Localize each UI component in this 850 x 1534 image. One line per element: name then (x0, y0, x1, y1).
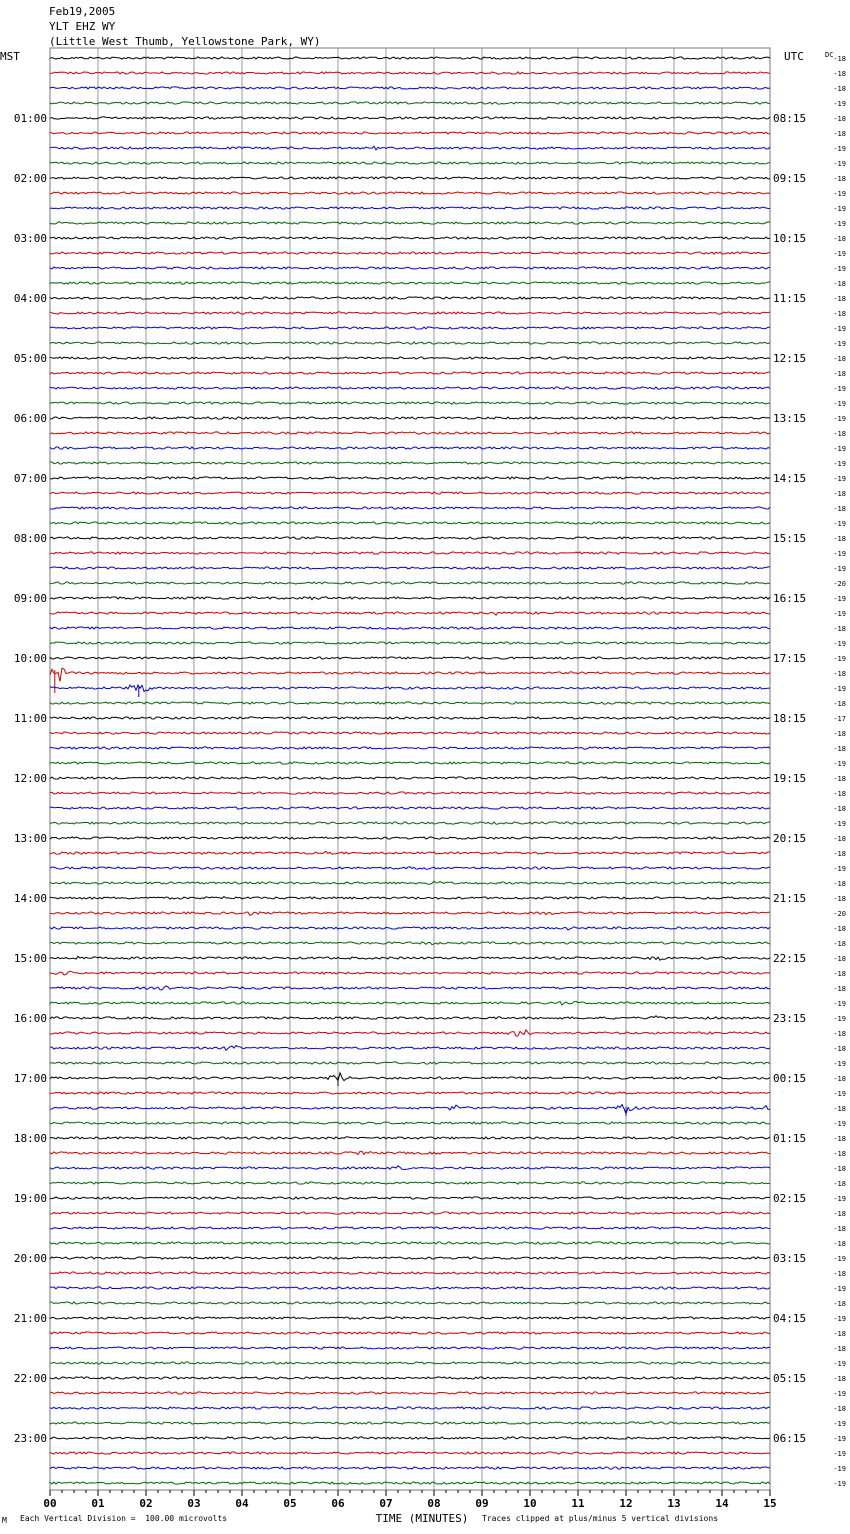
dc-offset-label: -18 (833, 985, 846, 993)
dc-offset-label: -18 (833, 1165, 846, 1173)
dc-offset-label: -18 (833, 1240, 846, 1248)
dc-offset-label: -19 (833, 1255, 846, 1263)
left-hour-label: 09:00 (13, 592, 47, 605)
dc-offset-label: -18 (833, 1150, 846, 1158)
dc-offset-label: -19 (833, 685, 846, 693)
x-tick-label: 00 (43, 1497, 57, 1510)
seismic-trace (50, 702, 770, 704)
dc-offset-label: -19 (833, 1015, 846, 1023)
scale-note: Each Vertical Division = 100.00 microvolts (20, 1514, 228, 1523)
seismic-trace (50, 1227, 770, 1229)
dc-offset-label: -18 (833, 370, 846, 378)
right-hour-label: 15:15 (773, 532, 807, 545)
seismic-trace (50, 612, 770, 615)
left-hour-label: 14:00 (13, 892, 47, 905)
left-hour-label: 21:00 (13, 1312, 47, 1325)
dc-offset-label: -18 (833, 670, 846, 678)
seismic-trace (50, 1105, 770, 1114)
dc-offset-label: -18 (833, 895, 846, 903)
dc-offset-label: -18 (833, 1270, 846, 1278)
right-hour-label: 08:15 (773, 112, 807, 125)
seismic-trace (50, 1392, 770, 1394)
seismic-trace (50, 1182, 770, 1184)
seismic-trace (50, 1122, 770, 1124)
seismic-trace (50, 1137, 770, 1140)
seismic-trace (50, 881, 770, 884)
right-hour-label: 19:15 (773, 772, 807, 785)
dc-offset-label: -19 (833, 760, 846, 768)
dc-offset-label: -19 (833, 820, 846, 828)
left-hour-label: 04:00 (13, 292, 47, 305)
seismic-trace (50, 762, 770, 764)
left-hour-label: 20:00 (13, 1252, 47, 1265)
right-hour-label: 01:15 (773, 1132, 807, 1145)
seismic-trace (50, 971, 770, 975)
right-hour-label: 05:15 (773, 1372, 807, 1385)
dc-offset-label: -18 (833, 970, 846, 978)
seismic-trace (50, 717, 770, 719)
dc-offset-label: -19 (833, 610, 846, 618)
seismic-trace (50, 267, 770, 269)
dc-offset-label: -18 (833, 940, 846, 948)
right-hour-label: 03:15 (773, 1252, 807, 1265)
seismic-trace (50, 252, 770, 254)
seismic-trace (50, 1317, 770, 1319)
seismic-trace (50, 462, 770, 464)
dc-offset-label: -18 (833, 175, 846, 183)
seismic-trace (50, 1422, 770, 1424)
x-tick-label: 04 (235, 1497, 249, 1510)
seismic-trace (50, 522, 770, 524)
left-hour-label: 10:00 (13, 652, 47, 665)
seismic-trace (50, 1212, 770, 1214)
right-hour-label: 13:15 (773, 412, 807, 425)
dc-offset-label: -19 (833, 160, 846, 168)
left-axis-title: MST (0, 50, 20, 63)
seismic-trace (50, 627, 770, 629)
seismic-trace (50, 1151, 770, 1154)
dc-offset-label: -18 (833, 1030, 846, 1038)
header-date: Feb19,2005 (49, 5, 116, 18)
seismic-trace (50, 342, 770, 344)
seismic-trace (50, 642, 770, 644)
seismic-trace (50, 1030, 770, 1036)
seismic-trace (50, 162, 770, 164)
dc-offset-label: -19 (833, 1000, 846, 1008)
dc-offset-label: -19 (833, 1120, 846, 1128)
seismic-trace (50, 1362, 770, 1364)
dc-offset-label: -18 (833, 730, 846, 738)
dc-offset-label: -19 (833, 190, 846, 198)
dc-offset-label: -19 (833, 1420, 846, 1428)
dc-offset-label: -18 (833, 700, 846, 708)
seismic-trace (50, 837, 770, 839)
seismic-trace (50, 942, 770, 945)
dc-offset-label: -18 (833, 1330, 846, 1338)
seismic-trace (50, 552, 770, 554)
dc-offset-label: -18 (833, 535, 846, 543)
right-hour-label: 10:15 (773, 232, 807, 245)
seismic-trace (50, 282, 770, 284)
seismic-trace (50, 1287, 770, 1289)
dc-offset-label: -18 (833, 115, 846, 123)
seismic-trace (50, 1377, 770, 1379)
dc-offset-label: -18 (833, 1135, 846, 1143)
seismic-trace (50, 1257, 770, 1259)
seismic-trace (50, 777, 770, 779)
seismic-trace (50, 685, 770, 692)
seismic-trace (50, 747, 770, 749)
right-hour-label: 00:15 (773, 1072, 807, 1085)
dc-offset-label: -19 (833, 550, 846, 558)
dc-offset-label: -18 (833, 805, 846, 813)
seismic-trace (50, 1302, 770, 1304)
dc-offset-label: -19 (833, 340, 846, 348)
left-hour-label: 17:00 (13, 1072, 47, 1085)
seismic-trace (50, 1197, 770, 1199)
dc-offset-label: -19 (833, 475, 846, 483)
seismic-trace (50, 297, 770, 299)
seismic-trace (50, 417, 770, 419)
dc-offset-label: -18 (833, 775, 846, 783)
left-hour-label: 18:00 (13, 1132, 47, 1145)
right-hour-label: 17:15 (773, 652, 807, 665)
dc-offset-label: -19 (833, 1390, 846, 1398)
seismic-trace (50, 372, 770, 374)
right-hour-label: 14:15 (773, 472, 807, 485)
x-tick-label: 07 (379, 1497, 393, 1510)
right-hour-label: 09:15 (773, 172, 807, 185)
x-tick-label: 02 (139, 1497, 153, 1510)
seismic-trace (50, 1452, 770, 1454)
left-hour-label: 19:00 (13, 1192, 47, 1205)
x-axis-label: TIME (MINUTES) (375, 1512, 469, 1525)
seismic-trace (50, 1092, 770, 1094)
dc-offset-label: -19 (833, 460, 846, 468)
seismic-trace (50, 567, 770, 569)
dc-offset-label: -19 (833, 565, 846, 573)
right-hour-label: 11:15 (773, 292, 807, 305)
seismic-trace (50, 1347, 770, 1349)
dc-offset-label: -20 (833, 910, 846, 918)
dc-offset-label: -19 (833, 265, 846, 273)
seismic-trace (50, 357, 770, 359)
seismic-trace (50, 1001, 770, 1005)
dc-offset-label: -19 (833, 415, 846, 423)
dc-offset-label: -19 (833, 1315, 846, 1323)
x-tick-label: 14 (715, 1497, 729, 1510)
left-hour-label: 12:00 (13, 772, 47, 785)
clip-note: Traces clipped at plus/minus 5 vertical divisions (482, 1514, 719, 1523)
x-tick-label: 01 (91, 1497, 105, 1510)
dc-offset-label: -19 (833, 1060, 846, 1068)
dc-offset-label: -19 (833, 1450, 846, 1458)
dc-offset-label: -18 (833, 1345, 846, 1353)
header-location: (Little West Thumb, Yellowstone Park, WY) (49, 35, 321, 48)
seismic-trace (50, 1073, 770, 1081)
seismic-trace (50, 807, 770, 809)
dc-offset-label: -19 (833, 145, 846, 153)
dc-offset-label: -19 (833, 250, 846, 258)
seismic-trace (50, 387, 770, 389)
x-tick-label: 10 (523, 1497, 537, 1510)
dc-offset-label: -18 (833, 430, 846, 438)
seismic-trace (50, 986, 770, 990)
seismic-trace (50, 1482, 770, 1484)
left-hour-label: 01:00 (13, 112, 47, 125)
x-tick-label: 11 (571, 1497, 585, 1510)
left-hour-label: 22:00 (13, 1372, 47, 1385)
dc-offset-label: -17 (833, 715, 846, 723)
seismic-trace (50, 1046, 770, 1051)
dc-offset-label: -18 (833, 295, 846, 303)
x-tick-label: 06 (331, 1497, 345, 1510)
seismic-trace (50, 927, 770, 930)
dc-offset-label: -18 (833, 310, 846, 318)
dc-offset-label: -18 (833, 1405, 846, 1413)
dc-offset-label: -19 (833, 400, 846, 408)
seismic-trace (50, 1242, 770, 1244)
seismic-trace (50, 851, 770, 854)
dc-offset-label: -18 (833, 1225, 846, 1233)
left-hour-label: 16:00 (13, 1012, 47, 1025)
seismic-trace (50, 402, 770, 404)
dc-offset-label: -19 (833, 220, 846, 228)
seismic-trace (50, 867, 770, 869)
seismic-trace (50, 177, 770, 179)
dc-offset-label: -18 (833, 355, 846, 363)
left-hour-label: 07:00 (13, 472, 47, 485)
dc-offset-label: -18 (833, 235, 846, 243)
dc-offset-label: -18 (833, 835, 846, 843)
dc-offset-label: -19 (833, 1465, 846, 1473)
seismic-trace (50, 1016, 770, 1019)
dc-offset-label: -18 (833, 745, 846, 753)
seismic-trace (50, 207, 770, 209)
dc-offset-label: -19 (833, 325, 846, 333)
left-hour-label: 03:00 (13, 232, 47, 245)
x-tick-label: 05 (283, 1497, 297, 1510)
dc-offset-label: -19 (833, 100, 846, 108)
dc-offset-label: -19 (833, 1480, 846, 1488)
dc-offset-label: -19 (833, 1090, 846, 1098)
seismic-trace (50, 537, 770, 539)
header-station: YLT EHZ WY (49, 20, 116, 33)
dc-offset-label: -18 (833, 280, 846, 288)
dc-offset-label: -19 (833, 385, 846, 393)
trace-lines (50, 57, 770, 1484)
dc-offset-label: -18 (833, 850, 846, 858)
seismic-trace (50, 477, 770, 479)
dc-offset-label: -18 (833, 955, 846, 963)
dc-offset-label: -18 (833, 490, 846, 498)
dc-offset-label: -19 (833, 1435, 846, 1443)
right-hour-label: 22:15 (773, 952, 807, 965)
seismic-trace (50, 102, 770, 104)
right-hour-label: 12:15 (773, 352, 807, 365)
dc-offset-label: -18 (833, 1075, 846, 1083)
seismic-trace (50, 327, 770, 329)
dc-offset-label: -18 (833, 85, 846, 93)
dc-offset-label: -19 (833, 655, 846, 663)
dc-offset-label: -19 (833, 595, 846, 603)
seismic-trace (50, 447, 770, 449)
dc-offset-label: -18 (833, 505, 846, 513)
seismic-trace (50, 492, 770, 494)
dc-offset-label: -18 (833, 1375, 846, 1383)
left-hour-label: 11:00 (13, 712, 47, 725)
seismic-trace (50, 222, 770, 224)
dc-offset-label: -18 (833, 1105, 846, 1113)
dc-offset-label: -19 (833, 1195, 846, 1203)
dc-offset-label: -18 (833, 55, 846, 63)
left-hour-label: 05:00 (13, 352, 47, 365)
right-hour-label: 18:15 (773, 712, 807, 725)
right-hour-label: 20:15 (773, 832, 807, 845)
right-axis-title: UTC (784, 50, 804, 63)
seismic-trace (50, 87, 770, 89)
axis-labels (0, 50, 846, 1525)
seismic-trace (50, 732, 770, 734)
right-hour-label: 06:15 (773, 1432, 807, 1445)
seismic-trace (50, 582, 770, 584)
dc-offset-label: -18 (833, 70, 846, 78)
seismic-trace (50, 792, 770, 794)
corner-mark: M (2, 1516, 7, 1525)
dc-offset-label: -18 (833, 1045, 846, 1053)
seismic-trace (50, 507, 770, 509)
seismic-trace (50, 1467, 770, 1469)
seismic-trace (50, 432, 770, 434)
x-tick-label: 13 (667, 1497, 681, 1510)
seismic-trace (50, 657, 770, 659)
dc-offset-label: -19 (833, 1285, 846, 1293)
right-hour-label: 16:15 (773, 592, 807, 605)
seismic-trace (50, 1166, 770, 1170)
dc-offset-label: -18 (833, 625, 846, 633)
seismic-trace (50, 312, 770, 314)
seismic-trace (50, 912, 770, 916)
dc-offset-label: -19 (833, 1360, 846, 1368)
left-hour-label: 08:00 (13, 532, 47, 545)
seismic-trace (50, 1437, 770, 1439)
dc-label: DC (825, 51, 834, 59)
left-hour-label: 02:00 (13, 172, 47, 185)
seismic-trace (50, 192, 770, 194)
x-tick-label: 12 (619, 1497, 633, 1510)
x-tick-label: 09 (475, 1497, 489, 1510)
seismic-trace (50, 1272, 770, 1274)
dc-offset-label: -19 (833, 445, 846, 453)
dc-offset-label: -19 (833, 520, 846, 528)
seismic-trace (50, 146, 770, 150)
seismic-trace (50, 1062, 770, 1064)
dc-offset-label: -18 (833, 1210, 846, 1218)
left-hour-label: 23:00 (13, 1432, 47, 1445)
seismic-trace (50, 117, 770, 119)
x-tick-label: 03 (187, 1497, 201, 1510)
seismic-trace (50, 72, 770, 74)
seismic-trace (50, 822, 770, 824)
left-hour-label: 13:00 (13, 832, 47, 845)
dc-offset-label: -18 (833, 130, 846, 138)
x-tick-label: 15 (763, 1497, 777, 1510)
left-hour-label: 06:00 (13, 412, 47, 425)
seismic-trace (50, 897, 770, 900)
right-hour-label: 21:15 (773, 892, 807, 905)
left-hour-label: 15:00 (13, 952, 47, 965)
dc-offset-label: -18 (833, 790, 846, 798)
dc-offset-label: -18 (833, 1180, 846, 1188)
dc-offset-label: -19 (833, 640, 846, 648)
right-hour-label: 02:15 (773, 1192, 807, 1205)
right-hour-label: 23:15 (773, 1012, 807, 1025)
dc-offset-label: -19 (833, 205, 846, 213)
dc-offset-label: -18 (833, 880, 846, 888)
seismic-trace (50, 57, 770, 59)
x-tick-label: 08 (427, 1497, 441, 1510)
right-hour-label: 04:15 (773, 1312, 807, 1325)
dc-offset-label: -20 (833, 580, 846, 588)
seismic-trace (50, 668, 770, 681)
seismic-trace (50, 597, 770, 600)
seismic-trace (50, 956, 770, 960)
dc-offset-label: -18 (833, 1300, 846, 1308)
seismic-trace (50, 132, 770, 134)
dc-offset-label: -18 (833, 925, 846, 933)
seismic-trace (50, 237, 770, 239)
dc-offset-label: -19 (833, 865, 846, 873)
seismic-trace (50, 1407, 770, 1409)
seismic-trace (50, 1332, 770, 1334)
